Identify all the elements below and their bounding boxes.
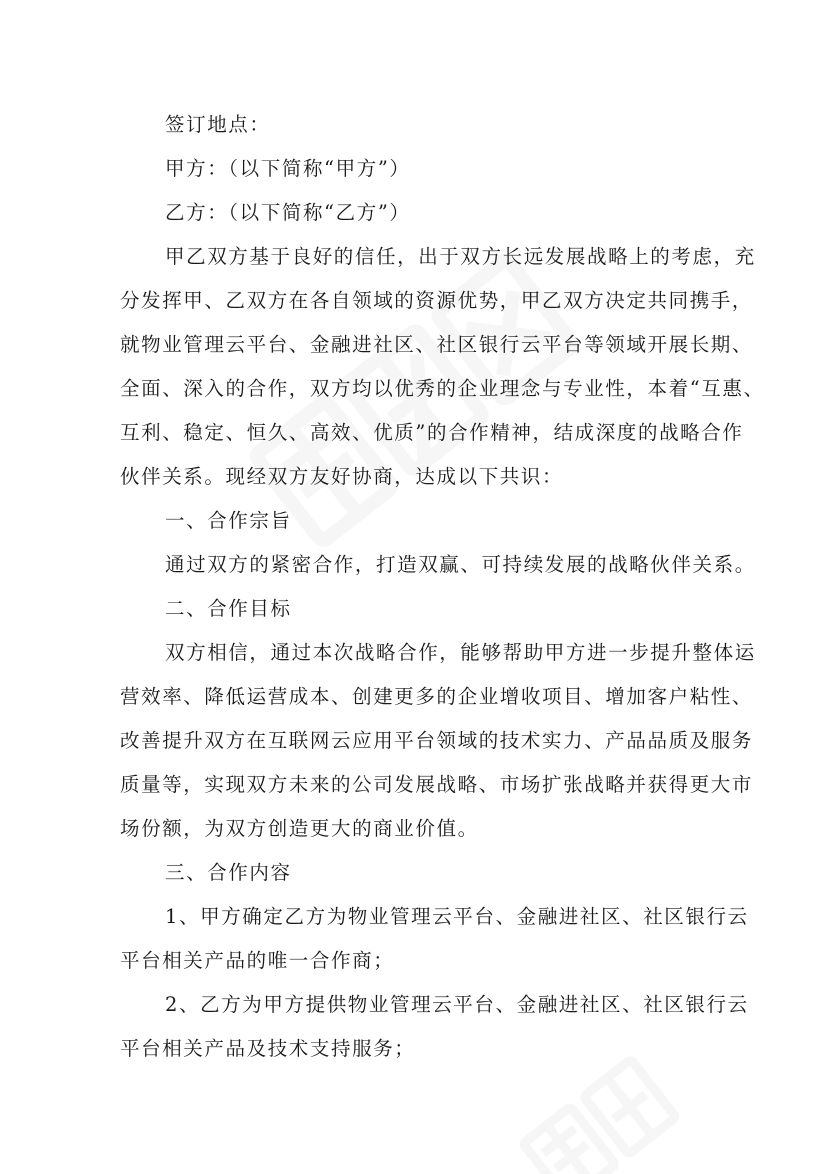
paragraph-row: 就物业管理云平台、金融进社区、社区银行云平台等领域开展长期、 [120, 333, 754, 356]
paragraph-row: 互利、稳定、恒久、高效、优质”的合作精神，结成深度的战略合作 [120, 421, 744, 444]
paragraph-row: 分发挥甲、乙双方在各自领域的资源优势，甲乙双方决定共同携手， [120, 289, 754, 312]
paragraph-row: 营效率、降低运营成本、创建更多的企业增收项目、增加客户粘性、 [120, 685, 754, 708]
content-item-1 [120, 895, 749, 983]
content-item-2 [120, 983, 749, 1071]
paragraph-row: 质量等，实现双方未来的公司发展战略、市场扩张战略并获得更大市 [120, 773, 754, 796]
paragraph-row: 伙伴关系。现经双方友好协商，达成以下共识： [120, 465, 564, 488]
paragraph-row: 1、甲方确定乙方为物业管理云平台、金融进社区、社区银行云 [165, 905, 749, 928]
section-title-content: 三、合作内容 [165, 861, 292, 884]
paragraph-row: 双方相信，通过本次战略合作，能够帮助甲方进一步提升整体运 [165, 641, 756, 664]
goals-paragraph [120, 631, 756, 851]
section-title-goals: 二、合作目标 [165, 597, 292, 620]
paragraph-row: 全面、深入的合作，双方均以优秀的企业理念与专业性，本着“互惠、 [120, 377, 765, 400]
paragraph-row: 场份额，为双方创造更大的商业价值。 [120, 817, 479, 840]
party-b-line: 乙方：（以下简称“乙方”） [165, 201, 411, 224]
section-text-purpose: 通过双方的紧密合作，打造双赢、可持续发展的战略伙伴关系。 [165, 553, 756, 576]
document-body [120, 103, 765, 1071]
paragraph-row: 甲乙双方基于良好的信任，出于双方长远发展战略上的考虑，充 [165, 245, 756, 268]
paragraph-row: 平台相关产品的唯一合作商； [120, 949, 395, 972]
paragraph-row: 改善提升双方在互联网云应用平台领域的技术实力、产品品质及服务 [120, 729, 754, 752]
intro-paragraph [120, 235, 765, 499]
paragraph-row: 平台相关产品及技术支持服务； [120, 1037, 416, 1060]
section-title-purpose: 一、合作宗旨 [165, 509, 292, 532]
sign-place: 签订地点： [165, 113, 271, 136]
paragraph-row: 2、乙方为甲方提供物业管理云平台、金融进社区、社区银行云 [165, 993, 749, 1016]
party-a-line: 甲方：（以下简称“甲方”） [165, 157, 411, 180]
